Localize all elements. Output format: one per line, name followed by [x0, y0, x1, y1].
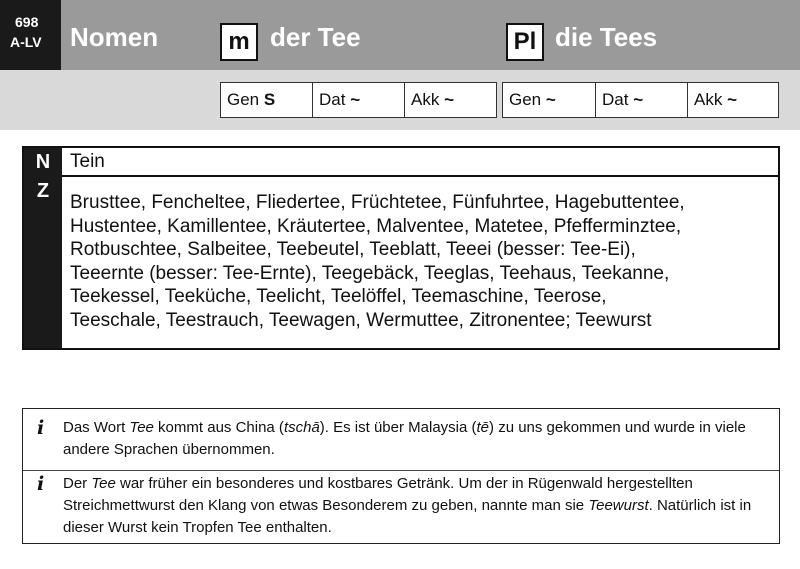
compounds-line: Brusttee, Fencheltee, Fliedertee, Früchtetee, Fünfuhrtee, Hagebuttentee, [70, 192, 685, 213]
case-label: Akk [694, 90, 723, 109]
info-icon: i [37, 417, 45, 439]
case-cell-pl-gen [502, 82, 596, 118]
entry-number: 698 [15, 14, 39, 30]
n-text: Tein [70, 151, 105, 172]
case-ending: ~ [444, 90, 455, 109]
note-text: ). Es ist über Malaysia ( [319, 419, 477, 436]
plural-box: Pl [506, 23, 544, 61]
note-text-italic: Teewurst [588, 497, 649, 514]
compounds-line: Teeernte (besser: Tee-Ernte), Teegebäck, Teeglas, Teehaus, Teekanne, [70, 262, 670, 284]
note-text-italic: tschā [283, 419, 320, 436]
note-text: Der [63, 475, 92, 492]
compounds-line: Teeschale, Teestrauch, Teewagen, Wermuttee, Zitronentee; Teewurst [70, 309, 652, 331]
n-label: N [24, 148, 62, 176]
note-line [63, 473, 763, 495]
case-label: Gen [227, 90, 260, 109]
case-ending: ~ [727, 90, 738, 109]
note-divider [23, 470, 779, 471]
row-divider [62, 175, 778, 177]
entry-level: A-LV [10, 34, 42, 50]
note-text: ) zu uns gekommen und wurde in viele [489, 419, 746, 436]
case-label: Gen [509, 90, 542, 109]
case-ending: ~ [545, 90, 556, 109]
case-cell-sg-gen [220, 82, 313, 118]
case-cell-sg-akk [404, 82, 497, 118]
compounds-list [70, 191, 776, 333]
case-ending: ~ [633, 90, 644, 109]
entry-number-box [0, 0, 61, 70]
note-line: andere Sprachen übernommen. [63, 441, 275, 458]
case-cell-pl-dat [595, 82, 688, 118]
info-icon: i [37, 473, 45, 495]
note-text-italic: tē [476, 419, 490, 436]
singular-form: der Tee [270, 22, 361, 52]
plural-form: die Tees [555, 22, 658, 52]
case-ending: ~ [350, 90, 361, 109]
note-text-italic: Tee [91, 475, 116, 492]
note-text-italic: Tee [129, 419, 154, 436]
word-class-title: Nomen [70, 22, 159, 52]
note-text: war früher ein besonderes und kostbares Getränk. Um der in Rügenwald hergestellten [115, 475, 693, 492]
z-label: Z [24, 176, 62, 348]
case-label: Dat [319, 90, 346, 109]
compounds-line: Teekessel, Teeküche, Teelicht, Teelöffel, Teemaschine, Teerose, [70, 286, 607, 308]
note-text: Streichmettwurst den Klang von etwas Besonderem zu geben, nannte man sie [63, 497, 589, 514]
entry-box [22, 146, 780, 350]
note-text: kommt aus China ( [153, 419, 284, 436]
note-line [63, 495, 763, 517]
info-box [22, 408, 780, 544]
case-ending: S [263, 90, 276, 109]
note-text: Das Wort [63, 419, 130, 436]
gender-box: m [220, 23, 258, 61]
note-line: dieser Wurst kein Tropfen Tee enthalten. [63, 519, 332, 536]
compounds-line: Rotbuschtee, Salbeitee, Teebeutel, Teeblatt, Teeei (besser: Tee-Ei), [70, 239, 636, 261]
compounds-line: Hustentee, Kamillentee, Kräutertee, Malventee, Matetee, Pfefferminztee, [70, 215, 682, 237]
case-cell-sg-dat [312, 82, 405, 118]
case-label: Akk [411, 90, 440, 109]
case-cell-pl-akk [687, 82, 779, 118]
case-label: Dat [602, 90, 629, 109]
note-text: . Natürlich ist in [648, 497, 752, 514]
note-line [63, 417, 763, 439]
